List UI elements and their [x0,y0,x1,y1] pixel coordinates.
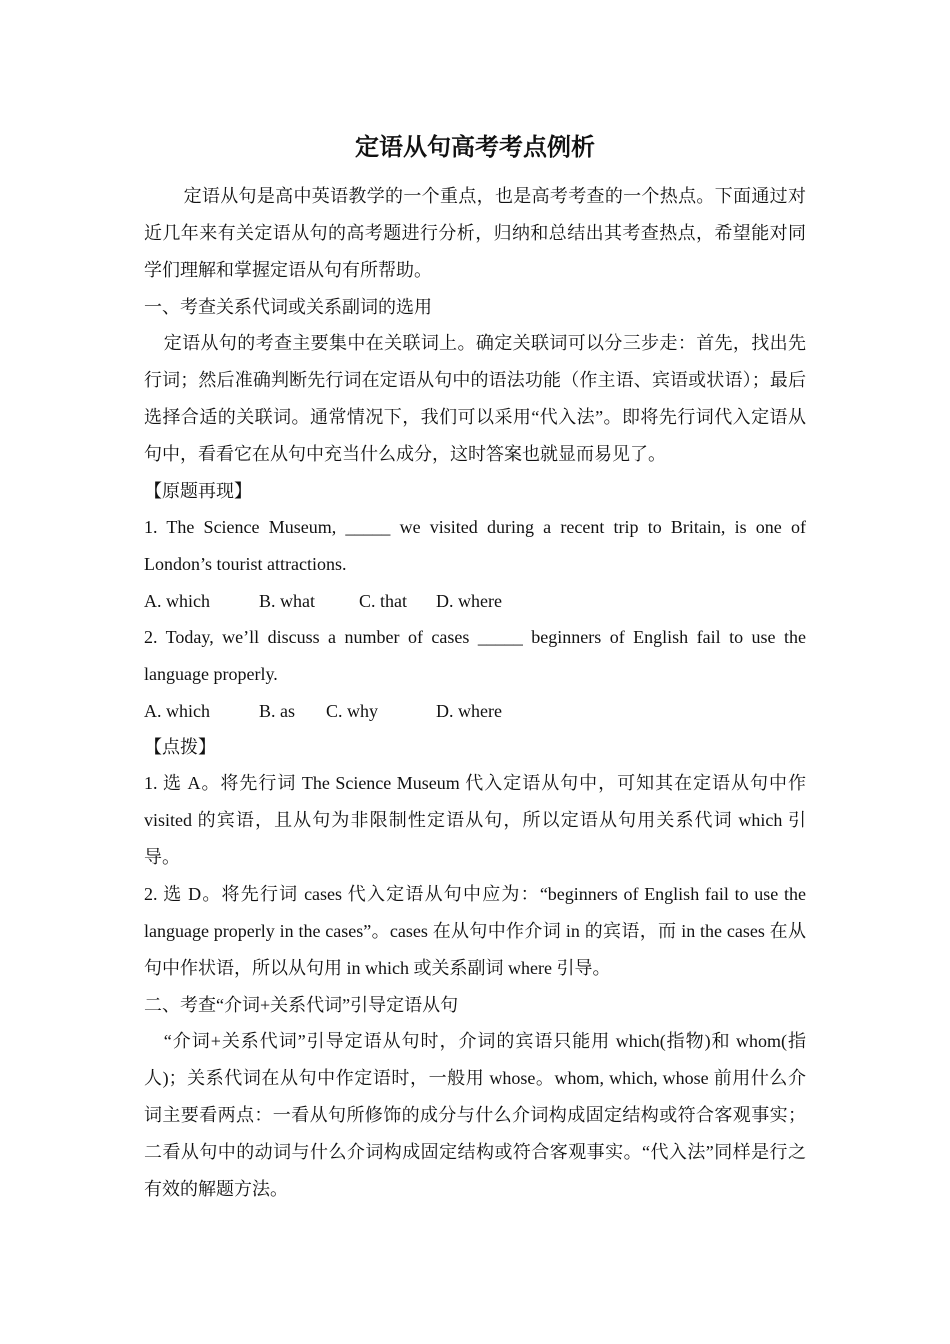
q1-option-b: B. what [259,591,315,611]
page-title: 定语从句高考考点例析 [355,135,595,161]
original-question-label: 【原题再现】 [144,481,252,501]
answer-2: 2. 选 D。将先行词 cases 代入定语从句中应为：“beginners of English fail to use the language properly in the cases”。cases 在从句中作介词 in 的宾语，而 in the cases 在从句中作状语，所以从句用 in which 或关系副词 where 引导。 [144,884,806,978]
question-2-options [144,693,806,729]
q1-option-d: D. where [436,591,502,611]
section2-heading: 二、考查“介词+关系代词”引导定语从句 [144,995,459,1015]
q1-option-a: A. which [144,591,210,611]
section1-heading: 一、考查关系代词或关系副词的选用 [144,297,432,317]
q1-option-c: C. that [359,591,407,611]
section1-body: 定语从句的考查主要集中在关联词上。确定关联词可以分三步走：首先，找出先行词；然后准确判断先行词在定语从句中的语法功能（作主语、宾语或状语）；最后选择合适的关联词。通常情况下，我们可以采用“代入法”。即将先行词代入定语从句中，看看它在从句中充当什么成分，这时答案也就显而易见了。 [144,333,806,464]
q2-option-c: C. why [326,701,379,721]
document-content [144,128,806,1208]
question-1-options [144,583,806,619]
answer-1: 1. 选 A。将先行词 The Science Museum 代入定语从句中，可知其在定语从句中作 visited 的宾语，且从句为非限制性定语从句，所以定语从句用关系代词 which 引导。 [144,773,806,867]
intro-paragraph: 定语从句是高中英语教学的一个重点，也是高考考查的一个热点。下面通过对近几年来有关定语从句的高考题进行分析，归纳和总结出其考查热点，希望能对同学们理解和掌握定语从句有所帮助。 [144,186,806,280]
hint-label: 【点拨】 [144,737,216,757]
question-2: 2. Today, we’ll discuss a number of cases _____ beginners of English fail to use the language properly. [144,627,806,684]
question-1: 1. The Science Museum, _____ we visited during a recent trip to Britain, is one of London’s tourist attractions. [144,517,806,574]
q2-option-b: B. as [259,701,295,721]
q2-option-a: A. which [144,701,210,721]
q2-option-d: D. where [436,701,502,721]
section2-body: “介词+关系代词”引导定语从句时，介词的宾语只能用 which(指物)和 whom(指人)；关系代词在从句中作定语时，一般用 whose。whom, which, whose 前用什么介词主要看两点：一看从句所修饰的成分与什么介词构成固定结构或符合客观事实；二看从句中的动词与什么介词构成固定结构或符合客观事实。“代入法”同样是行之有效的解题方法。 [144,1031,806,1199]
